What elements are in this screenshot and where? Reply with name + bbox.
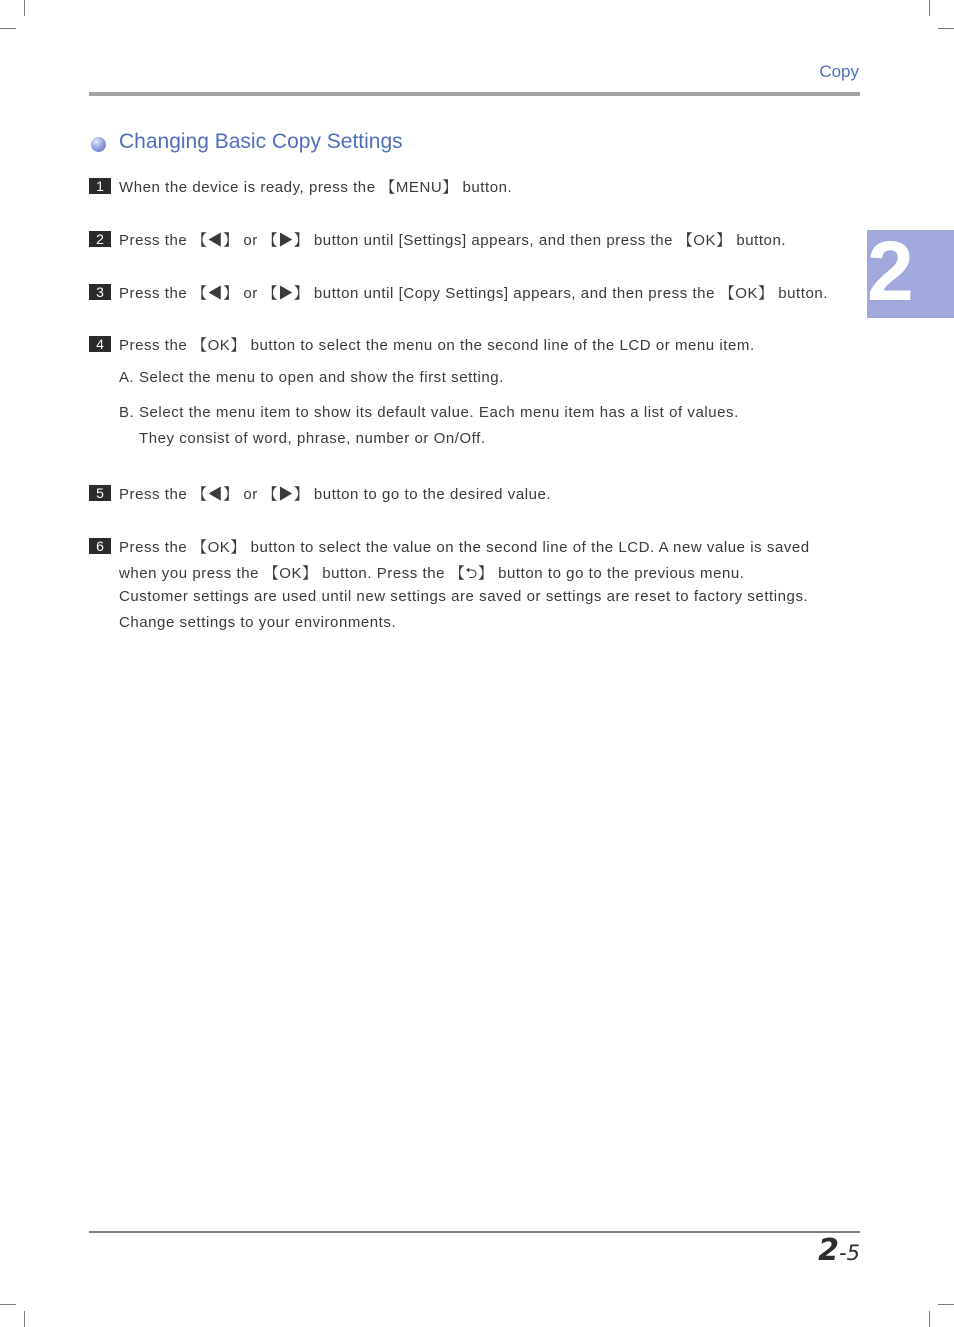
step-number-badge: 3 xyxy=(89,284,111,300)
step-number-badge: 1 xyxy=(89,178,111,194)
step-text: when you press the 【OK】 button. Press the 【⮌】 button to go to the previous menu. xyxy=(119,565,745,582)
chapter-tab-number: 2 xyxy=(867,230,914,318)
crop-mark xyxy=(938,28,954,29)
step-text: Press the 【◀】 or 【▶】 button until [Settings] appears, and then press the 【OK】 button. xyxy=(119,232,787,249)
page-number-chapter: 2 xyxy=(818,1233,840,1268)
section-title: Changing Basic Copy Settings xyxy=(119,130,403,153)
chapter-tab xyxy=(867,230,954,318)
page-number-page: -5 xyxy=(839,1241,860,1265)
sub-item-text: B. Select the menu item to show its default value. Each menu item has a list of values. xyxy=(119,404,739,421)
step-text: When the device is ready, press the 【MENU】 button. xyxy=(119,179,513,196)
crop-mark xyxy=(24,1311,25,1327)
running-header-title: Copy xyxy=(819,62,859,81)
step-text: Press the 【◀】 or 【▶】 button until [Copy Settings] appears, and then press the 【OK】 button. xyxy=(119,285,828,302)
step-text: Press the 【OK】 button to select the value on the second line of the LCD. A new value is saved xyxy=(119,539,810,556)
step-text: Press the 【OK】 button to select the menu on the second line of the LCD or menu item. xyxy=(119,337,755,354)
step-number-badge: 2 xyxy=(89,231,111,247)
step-text: Press the 【◀】 or 【▶】 button to go to the desired value. xyxy=(119,486,552,503)
footer-rule xyxy=(89,1231,860,1233)
crop-mark xyxy=(929,1311,930,1327)
page-number xyxy=(818,1233,860,1268)
header-rule xyxy=(89,92,860,96)
crop-mark xyxy=(24,0,25,16)
step-number-badge: 4 xyxy=(89,336,111,352)
sub-item-text: A. Select the menu to open and show the first setting. xyxy=(119,369,504,386)
step-text: Customer settings are used until new settings are saved or settings are reset to factory settings. xyxy=(119,588,809,605)
crop-mark xyxy=(929,0,930,16)
crop-mark xyxy=(0,1304,16,1305)
crop-mark xyxy=(938,1304,954,1305)
section-bullet-icon xyxy=(91,137,106,152)
sub-item-text: They consist of word, phrase, number or On/Off. xyxy=(139,430,486,447)
step-text: Change settings to your environments. xyxy=(119,614,397,631)
step-number-badge: 6 xyxy=(89,538,111,554)
step-number-badge: 5 xyxy=(89,485,111,501)
crop-mark xyxy=(0,28,16,29)
